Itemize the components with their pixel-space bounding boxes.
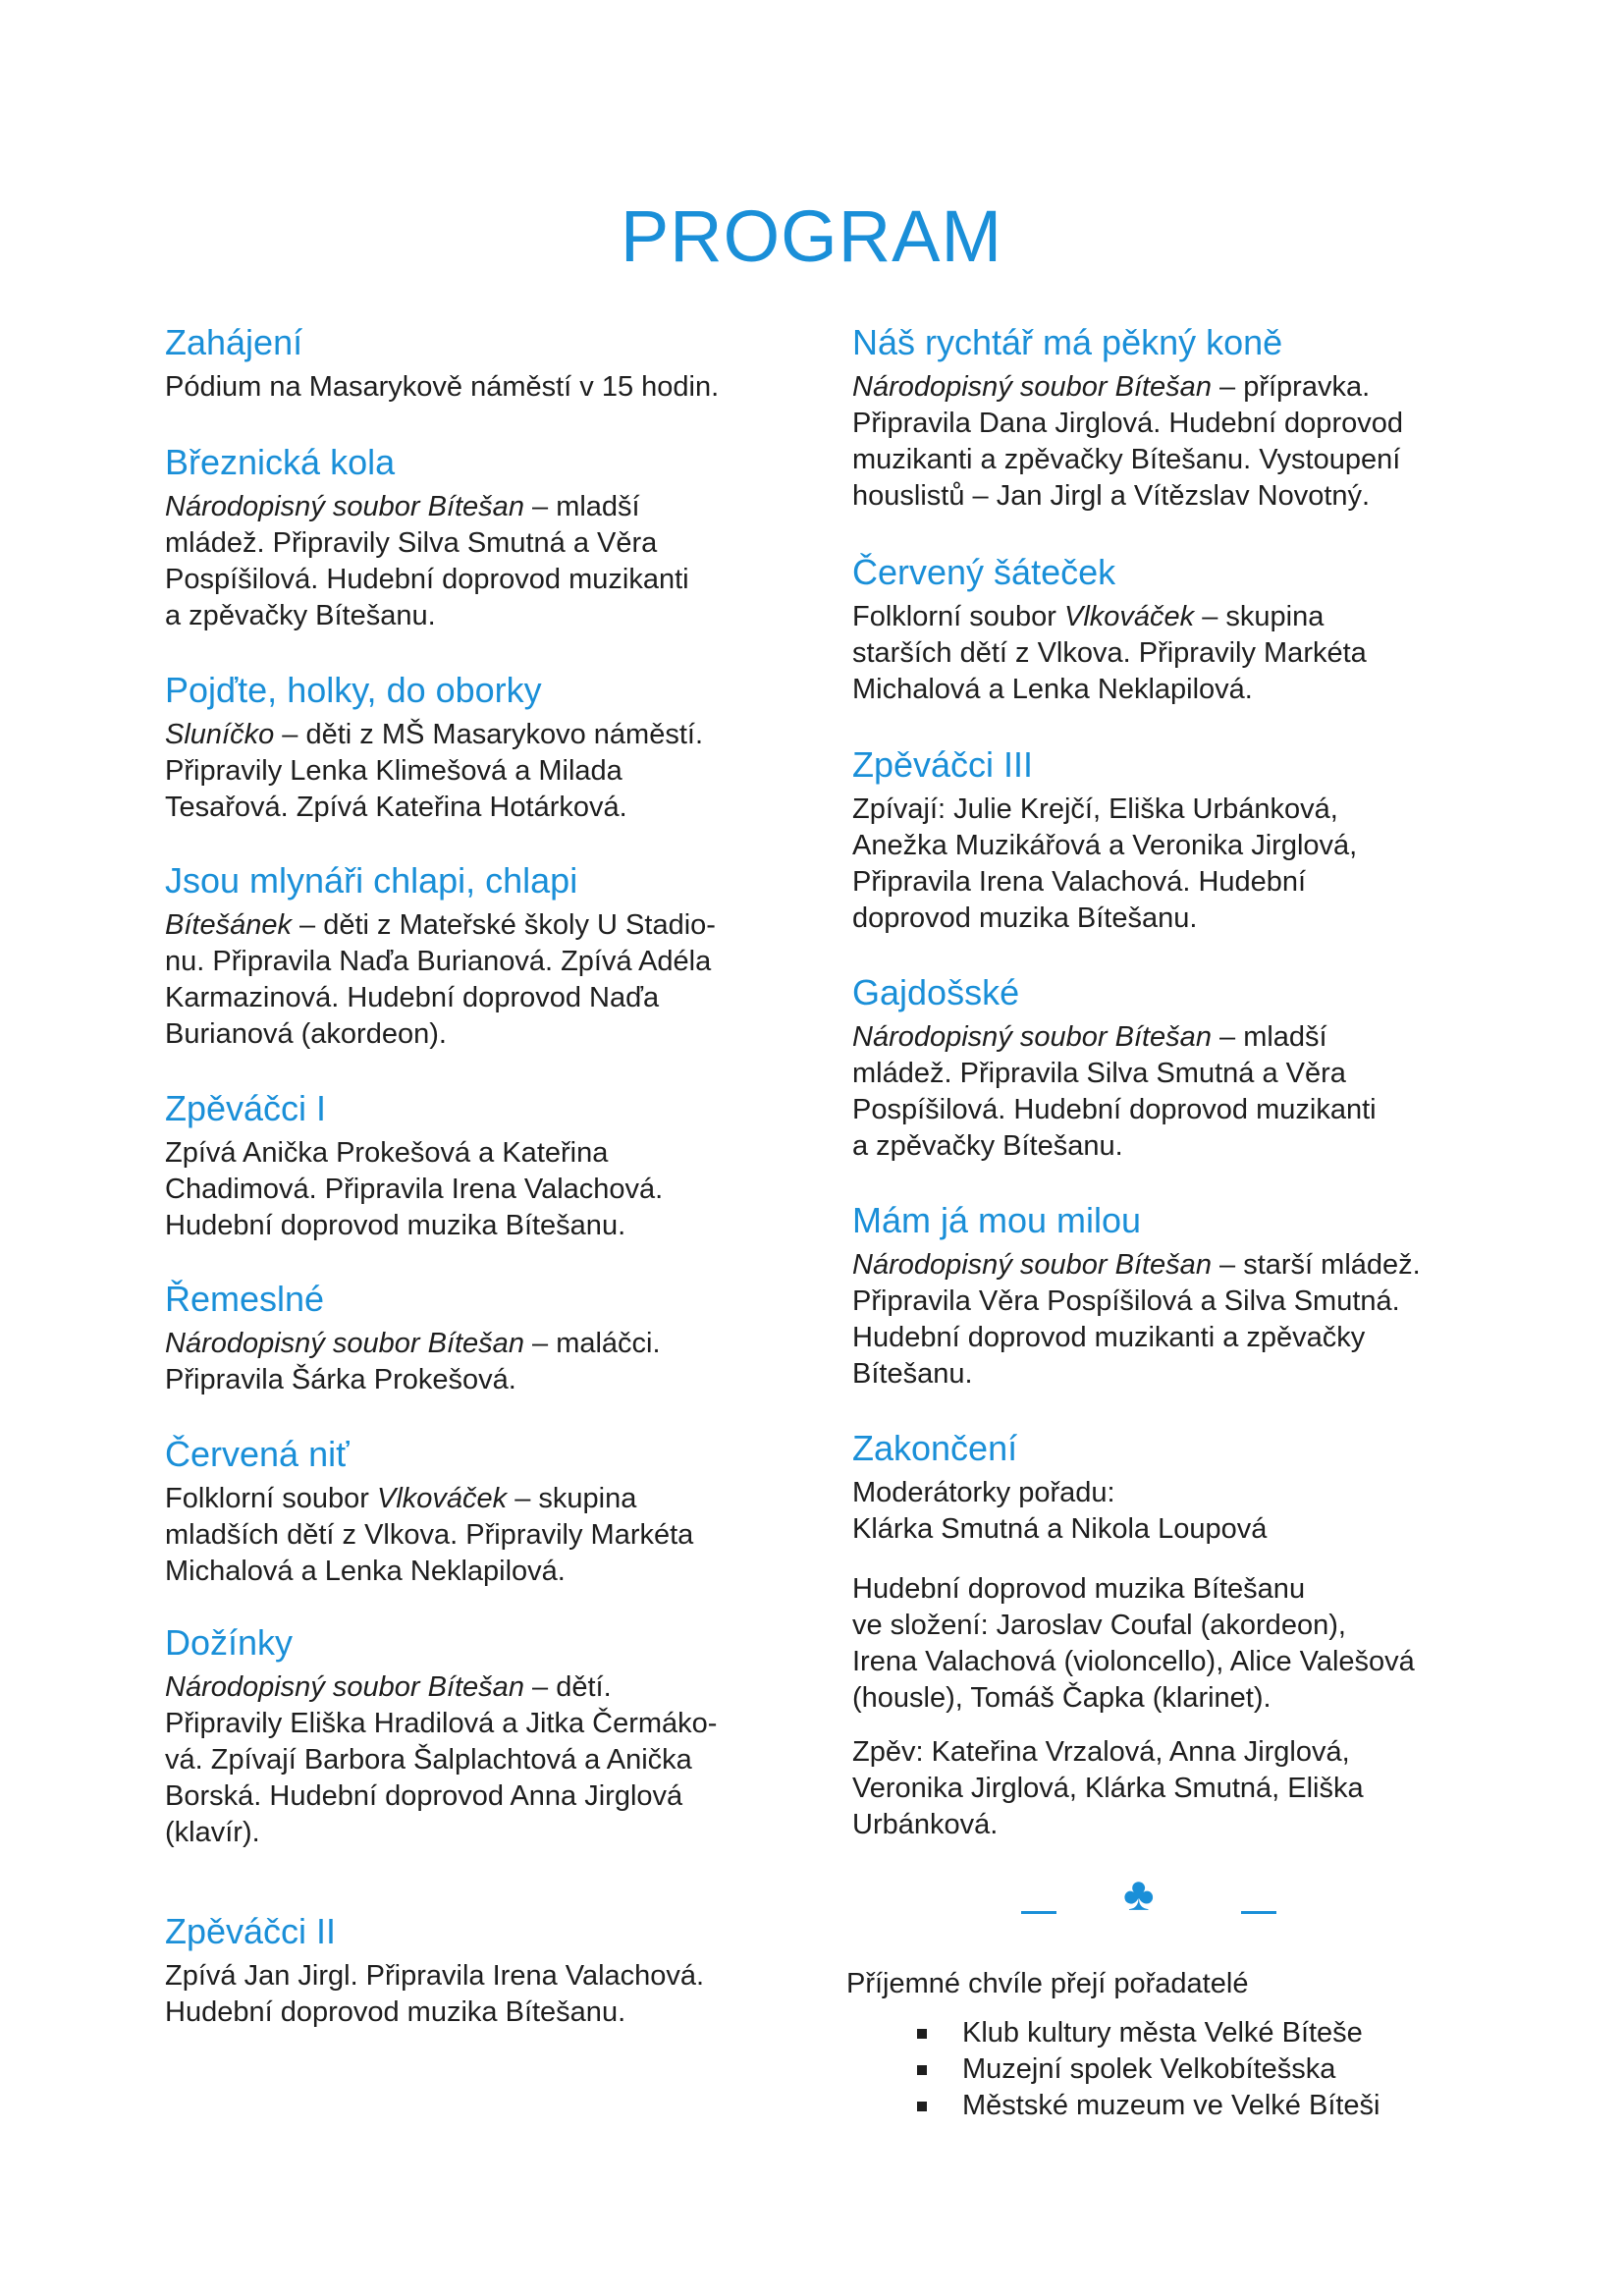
program-item bbox=[165, 670, 813, 826]
program-item-line: Klárka Smutná a Nikola Loupová bbox=[852, 1513, 1268, 1545]
program-item-heading: Zakončení bbox=[852, 1428, 1018, 1468]
program-item-line: mládež. Připravily Silva Smutná a Věra bbox=[165, 527, 658, 559]
organizers-list bbox=[913, 2015, 1380, 2124]
ensemble-name: Vlkováček bbox=[1064, 601, 1195, 632]
program-item-line: – mladší bbox=[532, 491, 640, 522]
program-item-line: Pospíšilová. Hudební doprovod muzikanti bbox=[165, 564, 689, 595]
program-item bbox=[165, 1279, 813, 1398]
program-item-heading: Pojďte, holky, do oborky bbox=[165, 670, 542, 710]
ornament bbox=[1021, 1869, 1276, 1923]
program-item-line: Zpívá Jan Jirgl. Připravila Irena Valachová. bbox=[165, 1960, 705, 1992]
program-item-line: muzikanti a zpěvačky Bítešanu. Vystoupení bbox=[852, 444, 1401, 475]
ensemble-name: Národopisný soubor Bítešan bbox=[852, 1249, 1212, 1281]
program-item-text bbox=[852, 599, 1500, 708]
program-item-heading: Březnická kola bbox=[165, 442, 396, 482]
program-item-line: Pospíšilová. Hudební doprovod muzikanti bbox=[852, 1094, 1377, 1125]
program-item-line: Hudební doprovod muzika Bítešanu. bbox=[165, 1210, 626, 1241]
program-item-text bbox=[165, 1958, 813, 2031]
program-item bbox=[852, 972, 1500, 1165]
program-item bbox=[165, 322, 813, 406]
program-item-line: houslistů – Jan Jirgl a Vítězslav Novotný. bbox=[852, 480, 1371, 512]
program-item-line: starších dětí z Vlkova. Připravily Markéta bbox=[852, 637, 1367, 669]
program-item-line: Michalová a Lenka Neklapilová. bbox=[165, 1556, 566, 1587]
program-item-line: – děti z MŠ Masarykovo náměstí. bbox=[282, 719, 704, 750]
closing-line: Urbánková. bbox=[852, 1809, 999, 1840]
program-item-line: Karmazinová. Hudební doprovod Naďa bbox=[165, 982, 660, 1013]
program-item-text bbox=[165, 1135, 813, 1244]
program-item bbox=[852, 744, 1500, 937]
closing-line: Zpěv: Kateřina Vrzalová, Anna Jirglová, bbox=[852, 1736, 1350, 1768]
program-item-heading: Řemeslné bbox=[165, 1279, 325, 1319]
ensemble-name: Národopisný soubor Bítešan bbox=[852, 1021, 1212, 1053]
program-item-line: (klavír). bbox=[165, 1817, 260, 1848]
closing-paragraph bbox=[852, 1734, 1364, 1843]
program-item bbox=[852, 1200, 1500, 1393]
program-item-text bbox=[852, 1019, 1500, 1165]
program-item-text bbox=[165, 717, 813, 826]
ensemble-name: Národopisný soubor Bítešan bbox=[852, 371, 1212, 403]
organizer-item: Muzejní spolek Velkobítešska bbox=[913, 2051, 1380, 2088]
program-item-heading: Gajdošské bbox=[852, 972, 1020, 1012]
program-item-heading: Mám já mou milou bbox=[852, 1200, 1142, 1240]
program-item-line: Hudební doprovod muzikanti a zpěvačky bbox=[852, 1322, 1366, 1353]
program-item-line: Připravily Eliška Hradilová a Jitka Čermáko- bbox=[165, 1708, 718, 1739]
program-item-text bbox=[852, 792, 1500, 937]
program-item-line: Borská. Hudební doprovod Anna Jirglová bbox=[165, 1780, 683, 1812]
program-item bbox=[852, 322, 1500, 515]
closing-line: Irena Valachová (violoncello), Alice Valešová bbox=[852, 1646, 1415, 1677]
ensemble-name: Národopisný soubor Bítešan bbox=[165, 491, 524, 522]
closing-line: Hudební doprovod muzika Bítešanu bbox=[852, 1573, 1306, 1605]
program-item bbox=[165, 442, 813, 634]
program-item-line: Bítešanu. bbox=[852, 1358, 973, 1390]
program-item-line: Připravila Irena Valachová. Hudební bbox=[852, 866, 1307, 898]
thanks-line: Příjemné chvíle přejí pořadatelé bbox=[846, 1968, 1249, 1999]
program-item-heading: Jsou mlynáři chlapi, chlapi bbox=[165, 860, 578, 901]
program-item-text bbox=[165, 489, 813, 634]
ensemble-name: Bítešánek bbox=[165, 909, 292, 941]
program-item bbox=[165, 1434, 813, 1590]
program-item-heading: Zpěváčci III bbox=[852, 744, 1034, 785]
program-item-text bbox=[165, 1481, 813, 1590]
program-item-line: a zpěvačky Bítešanu. bbox=[852, 1130, 1123, 1162]
program-item-heading: Dožínky bbox=[165, 1622, 294, 1663]
program-item-line: vá. Zpívají Barbora Šalplachtová a Anička bbox=[165, 1744, 692, 1776]
program-item-line: – mladší bbox=[1219, 1021, 1327, 1053]
program-item-line: Připravila Šárka Prokešová. bbox=[165, 1364, 516, 1395]
program-item-line: Zpívá Anička Prokešová a Kateřina bbox=[165, 1137, 609, 1169]
program-item-line: – maláčci. bbox=[532, 1328, 661, 1359]
program-item bbox=[852, 1428, 1500, 1548]
program-item-line: Moderátorky pořadu: bbox=[852, 1477, 1115, 1508]
ensemble-name: Sluníčko bbox=[165, 719, 275, 750]
program-item-line: Připravila Dana Jirglová. Hudební doprovod bbox=[852, 408, 1403, 439]
program-item-line: Michalová a Lenka Neklapilová. bbox=[852, 674, 1253, 705]
page-title: PROGRAM bbox=[620, 195, 1003, 277]
program-item-text bbox=[165, 1669, 813, 1851]
program-item-heading: Červený šáteček bbox=[852, 552, 1116, 592]
program-item-line: Tesařová. Zpívá Kateřina Hotárková. bbox=[165, 792, 627, 823]
program-item-line: – dětí. bbox=[532, 1671, 612, 1703]
program-item-line: – starší mládež. bbox=[1219, 1249, 1421, 1281]
program-item-line: Anežka Muzikářová a Veronika Jirglová, bbox=[852, 830, 1358, 861]
program-item-line: Pódium na Masarykově náměstí v 15 hodin. bbox=[165, 371, 720, 403]
closing-line: Veronika Jirglová, Klárka Smutná, Eliška bbox=[852, 1773, 1364, 1804]
program-item-line: a zpěvačky Bítešanu. bbox=[165, 600, 436, 631]
program-item bbox=[165, 1911, 813, 2031]
closing-line: ve složení: Jaroslav Coufal (akordeon), bbox=[852, 1610, 1346, 1641]
club-icon: ♣ bbox=[1123, 1869, 1155, 1921]
program-item-heading: Zpěváčci I bbox=[165, 1088, 327, 1128]
program-item-text bbox=[165, 907, 813, 1053]
program-item bbox=[165, 1088, 813, 1244]
ornament-dash-left bbox=[1021, 1911, 1056, 1914]
program-item-text bbox=[165, 1326, 813, 1398]
program-item-line: – skupina bbox=[514, 1483, 637, 1514]
program-item-prefix: Folklorní soubor bbox=[165, 1483, 377, 1514]
program-item bbox=[165, 1622, 813, 1851]
program-item-text bbox=[852, 1247, 1500, 1393]
program-item-line: Chadimová. Připravila Irena Valachová. bbox=[165, 1174, 664, 1205]
program-item-line: – přípravka. bbox=[1219, 371, 1371, 403]
ensemble-name: Národopisný soubor Bítešan bbox=[165, 1328, 524, 1359]
program-item-heading: Červená niť bbox=[165, 1434, 350, 1474]
program-item-line: doprovod muzika Bítešanu. bbox=[852, 902, 1198, 934]
program-item-heading: Zpěváčci II bbox=[165, 1911, 337, 1951]
program-item-line: Zpívají: Julie Krejčí, Eliška Urbánková, bbox=[852, 793, 1338, 825]
program-item-line: – skupina bbox=[1202, 601, 1325, 632]
ornament-dash-right bbox=[1241, 1911, 1276, 1914]
program-item bbox=[852, 552, 1500, 708]
program-item-text bbox=[852, 369, 1500, 515]
program-item-line: – děti z Mateřské školy U Stadio- bbox=[299, 909, 716, 941]
program-item-text bbox=[165, 369, 813, 406]
ensemble-name: Vlkováček bbox=[377, 1483, 508, 1514]
program-item-line: Připravily Lenka Klimešová a Milada bbox=[165, 755, 622, 787]
program-item-line: Hudební doprovod muzika Bítešanu. bbox=[165, 1996, 626, 2028]
program-item-heading: Zahájení bbox=[165, 322, 303, 362]
closing-paragraph bbox=[852, 1571, 1415, 1717]
ensemble-name: Národopisný soubor Bítešan bbox=[165, 1671, 524, 1703]
program-item bbox=[165, 860, 813, 1053]
organizer-item: Klub kultury města Velké Bíteše bbox=[913, 2015, 1380, 2051]
program-item-line: mládež. Připravila Silva Smutná a Věra bbox=[852, 1058, 1346, 1089]
program-item-line: nu. Připravila Naďa Burianová. Zpívá Adéla bbox=[165, 946, 712, 977]
program-item-prefix: Folklorní soubor bbox=[852, 601, 1064, 632]
program-item-line: Připravila Věra Pospíšilová a Silva Smutná. bbox=[852, 1285, 1400, 1317]
program-item-text bbox=[852, 1475, 1500, 1548]
closing-line: (housle), Tomáš Čapka (klarinet). bbox=[852, 1682, 1271, 1714]
program-item-line: Burianová (akordeon). bbox=[165, 1018, 447, 1050]
program-item-heading: Náš rychtář má pěkný koně bbox=[852, 322, 1283, 362]
organizer-item: Městské muzeum ve Velké Bíteši bbox=[913, 2088, 1380, 2124]
program-item-line: mladších dětí z Vlkova. Připravily Markéta bbox=[165, 1519, 694, 1551]
